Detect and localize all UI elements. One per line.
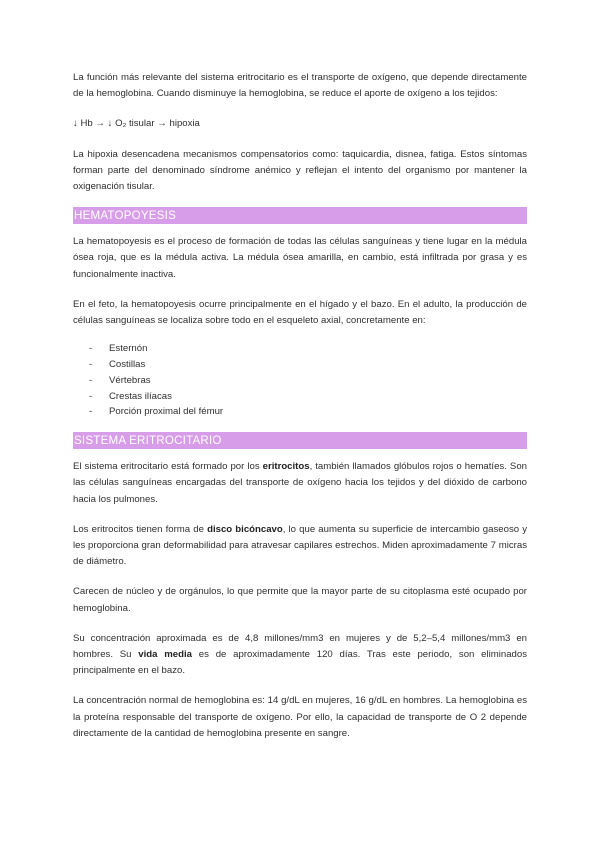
text-run: Los eritrocitos tienen forma de (73, 523, 208, 535)
list-item (73, 341, 527, 357)
eritrocitario-paragraph-3: Carecen de núcleo y de orgánulos, lo que permite que la mayor parte de su citoplasma esté ocupado por hemoglobina. (73, 586, 527, 614)
list-item (73, 373, 527, 389)
intro-paragraph-1: La función más relevante del sistema eritrocitario es el transporte de oxígeno, que depende directamente de la hemoglobina. Cuando disminuye la hemoglobina, se reduce el aporte de oxígeno a los tejidos: (73, 72, 527, 100)
eritrocitario-paragraph-4 (73, 631, 527, 680)
list-item-label: Vértebras (109, 374, 151, 386)
text-run: , también llamados glóbulos rojos o hematíes. Son las células sanguíneas encargadas del transporte de oxígeno hacia los tejidos y del dióxido de carbono hacia los pulmones. (73, 461, 527, 505)
list-item-label: Crestas ilíacas (109, 390, 172, 402)
bold-term-vida-media: vida media (138, 649, 193, 661)
list-item (73, 389, 527, 405)
eritrocitario-paragraph-5: La concentración normal de hemoglobina es: 14 g/dL en mujeres, 16 g/dL en hombres. La hemoglobina es la proteína responsable del transporte de oxígeno. Por ello, la capacidad de transporte de O 2 depende directamente de la cantidad de hemoglobina presente en sangre. (73, 695, 527, 739)
list-item-label: Costillas (109, 359, 146, 371)
list-dash: - (89, 406, 93, 418)
eritrocitario-heading: SISTEMA ERITROCITARIO (73, 432, 527, 449)
hematopoyesis-paragraph-1: La hematopoyesis es el proceso de formación de todas las células sanguíneas y tiene lugar en la médula ósea roja, que es la médula activa. La médula ósea amarilla, en cambio, está infiltrada por grasa y es funcionalmente inactiva. (73, 236, 527, 280)
text-run: Su concentración aproximada es de 4,8 millones/mm3 en mujeres y de 5,2–5,4 millones/mm3 en hombres. Su (73, 632, 527, 661)
text-run: El sistema eritrocitario está formado por los (73, 461, 263, 473)
list-item-label: Esternón (109, 343, 148, 355)
list-item-label: Porción proximal del fémur (109, 406, 224, 418)
text-run: es de aproximadamente 120 días. Tras este periodo, son eliminados principalmente en el bazo. (73, 649, 528, 677)
list-dash: - (89, 390, 93, 402)
list-dash: - (89, 359, 93, 371)
hypoxia-formula: ↓ Hb → ↓ O₂ tisular → hipoxia (73, 118, 200, 130)
eritrocitario-paragraph-1 (73, 459, 527, 508)
list-item (73, 357, 527, 373)
intro-paragraph-2: La hipoxia desencadena mecanismos compensatorios como: taquicardia, disnea, fatiga. Estos síntomas forman parte del denominado síndrome anémico y reflejan el intento del organismo por mantener la oxigenación tisular. (73, 148, 527, 193)
text-run: , lo que aumenta su superficie de intercambio gaseoso y les proporciona gran deformabilidad para atravesar capilares estrechos. Miden aproximadamente 7 micras de diámetro. (73, 523, 528, 568)
eritrocitario-paragraph-2 (73, 522, 527, 571)
document-page (73, 70, 527, 742)
bold-term-eritrocitos: eritrocitos (262, 461, 310, 473)
list-dash: - (89, 343, 93, 355)
hematopoyesis-heading: HEMATOPOYESIS (73, 207, 527, 224)
hematopoyesis-paragraph-2: En el feto, la hematopoyesis ocurre principalmente en el hígado y el bazo. En el adulto, la producción de células sanguíneas se localiza sobre todo en el esqueleto axial, concretamente en: (73, 298, 527, 327)
list-dash: - (89, 374, 93, 386)
bone-list (73, 341, 527, 420)
bold-term-disco-biconcavo: disco bicóncavo (207, 523, 283, 535)
list-item (73, 404, 527, 420)
